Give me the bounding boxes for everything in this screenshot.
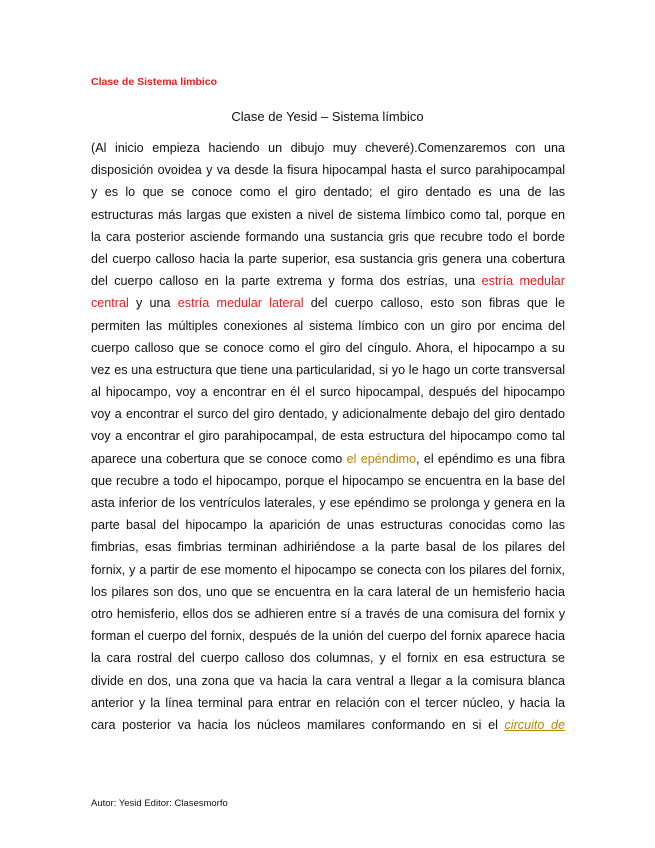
paragraph-line (91, 270, 565, 292)
text-segment: y es lo que se conoce como el giro dentado; el giro dentado es una de las (91, 185, 565, 200)
text-segment: cara posterior va hacia los núcleos mamilares conformando en si el (91, 717, 505, 732)
text-segment: aparece una cobertura que se conoce como (91, 451, 347, 466)
text-segment: fornix, y a partir de ese momento el hipocampo se conecta con los pilares del fornix, (91, 562, 565, 577)
document-footer: Autor: Yesid Editor: Clasesmorfo (91, 798, 228, 809)
paragraph-line (91, 204, 565, 226)
paragraph-line (91, 381, 565, 403)
text-segment: permiten las múltiples conexiones al sistema límbico con un giro por encima del (91, 318, 565, 333)
text-segment: otro hemisferio, ellos dos se adhieren entre sí a través de una comisura del fornix y (91, 606, 565, 621)
paragraph-line (91, 359, 565, 381)
text-segment: fimbrias, esas fimbrias terminan adhiriéndose a la parte basal de los pilares del (91, 540, 565, 555)
text-segment: forman el cuerpo del fornix, después de la unión del cuerpo del fornix aparece hacia (91, 629, 565, 644)
text-segment: y una (128, 296, 178, 311)
text-segment: del cuerpo calloso, esto son fibras que le (303, 296, 565, 311)
document-header-label: Clase de Sistema límbico (91, 76, 218, 88)
paragraph-line (91, 670, 565, 692)
paragraph-line (91, 536, 565, 558)
paragraph-line (91, 292, 565, 314)
paragraph-line (91, 248, 565, 270)
paragraph-line (91, 425, 565, 447)
text-segment: la cara rostral del cuerpo calloso dos columnas, y el fornix en esa estructura se (91, 651, 565, 666)
paragraph-line (91, 448, 565, 470)
paragraph-line (91, 714, 565, 736)
text-segment: disposición ovoidea y va desde la fisura hipocampal hasta el surco parahipocampal (91, 163, 565, 178)
highlighted-term: circuito de (504, 717, 565, 732)
text-segment: anterior y la línea terminal para entrar en relación con el tercer núcleo, y hacia la (91, 695, 565, 710)
paragraph-line (91, 625, 565, 647)
text-segment: estructuras más largas que existen a nivel de sistema límbico como tal, porque en (91, 207, 565, 222)
text-segment: parte basal del hipocampo la aparición de unas estructuras conocidas como las (91, 518, 565, 533)
paragraph-line (91, 315, 565, 337)
paragraph-line (91, 603, 565, 625)
paragraph-line (91, 581, 565, 603)
text-segment: asta inferior de los ventrículos laterales, y ese epéndimo se prolonga y genera en la (91, 496, 565, 510)
text-segment: (Al inicio empieza haciendo un dibujo muy cheveré).Comenzaremos con una (91, 141, 565, 155)
text-segment: del cuerpo calloso hacia la parte superior, esa sustancia gris genera una cobertura (91, 251, 565, 266)
text-segment: del cuerpo calloso en la parte extrema y forma dos estrías, una (91, 274, 482, 289)
paragraph-line (91, 337, 565, 359)
highlighted-term: estría medular lateral (177, 296, 304, 311)
paragraph-line (91, 692, 565, 714)
paragraph-line (91, 514, 565, 536)
paragraph-line (91, 159, 565, 181)
paragraph-line (91, 647, 565, 669)
document-title: Clase de Yesid – Sistema límbico (231, 109, 424, 124)
highlighted-term: el epéndimo (346, 451, 417, 466)
text-segment: que recubre a todo el hipocampo, porque el hipocampo se encuentra en la base del (91, 473, 565, 488)
paragraph-line (91, 492, 565, 514)
paragraph-line (91, 470, 565, 492)
text-segment: la cara posterior asciende formando una sustancia gris que recubre todo el borde (91, 229, 565, 244)
text-segment: al hipocampo, voy a encontrar en él el surco hipocampal, después del hipocampo (91, 385, 565, 400)
text-segment: divide en dos, una zona que va hacia la cara ventral a llegar a la comisura blanca (91, 673, 565, 688)
document-body (91, 137, 565, 736)
highlighted-term: central (91, 296, 129, 311)
highlighted-term: estría medular (481, 274, 566, 289)
paragraph-line (91, 181, 565, 203)
text-segment: voy a encontrar el giro parahipocampal, de esta estructura del hipocampo como tal (91, 429, 565, 444)
paragraph-line (91, 559, 565, 581)
text-segment: vez es una estructura que tiene una particularidad, si yo le hago un corte transversal (91, 362, 565, 377)
text-segment: voy a encontrar el surco del giro dentado, y adicionalmente debajo del giro dentado (91, 407, 565, 422)
text-segment: cuerpo calloso que se conoce como el giro del cíngulo. Ahora, el hipocampo a su (91, 340, 565, 355)
text-segment: los pilares son dos, uno que se encuentra en la cara lateral de un hemisferio hacia (91, 584, 565, 599)
paragraph-line (91, 226, 565, 248)
text-segment: , el epéndimo es una fibra (416, 451, 565, 466)
paragraph-line (91, 403, 565, 425)
paragraph-line (91, 137, 565, 159)
